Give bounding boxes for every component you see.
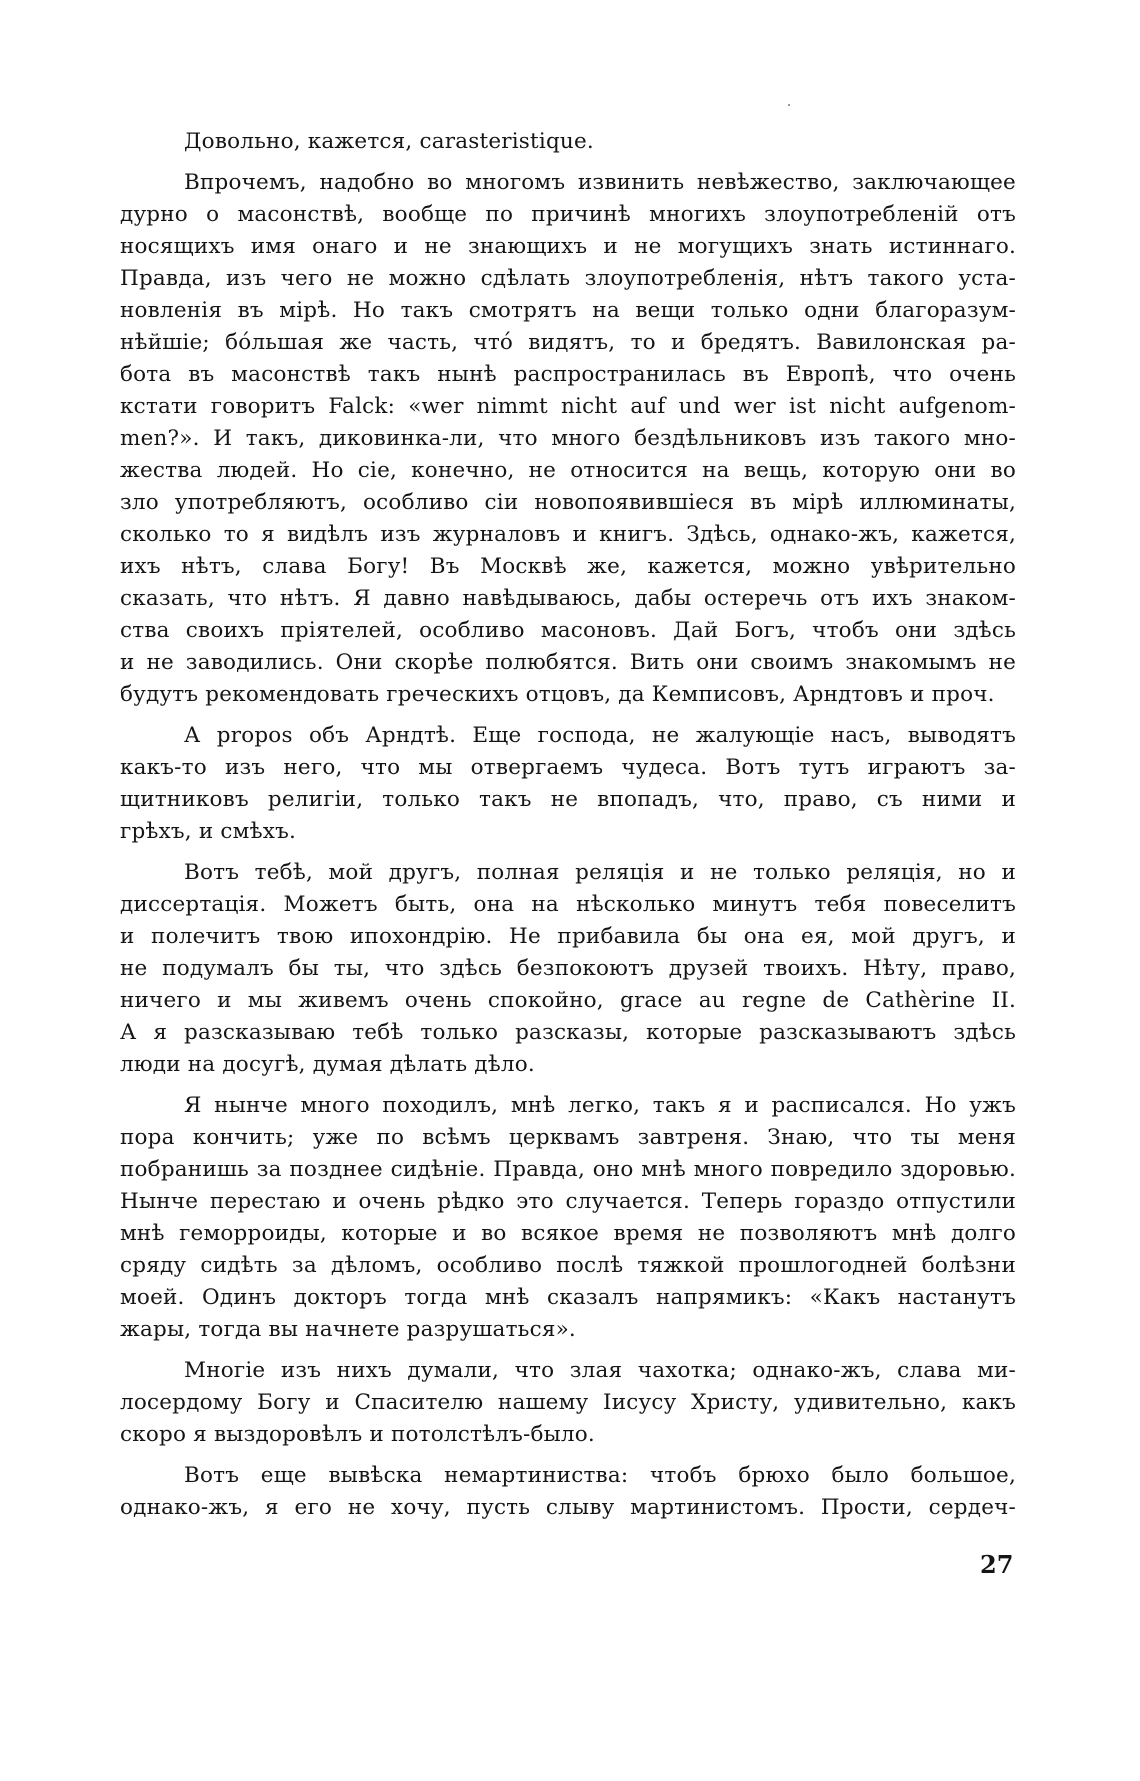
text-line: однако-жъ, я его не хочу, пусть слыву мартинистомъ. Прости, сердеч- <box>120 1495 1016 1520</box>
text-line: пора кончить; уже по всѣмъ церквамъ завтреня. Знаю, что ты меня <box>120 1125 1016 1150</box>
text-line: Многіе изъ нихъ думали, что злая чахотка; однако-жъ, слава ми- <box>184 1358 1016 1383</box>
text-line: Вотъ еще вывѣска немартиниства: чтобъ брюхо было большое, <box>184 1463 1016 1488</box>
text-line: моей. Одинъ докторъ тогда мнѣ сказалъ напрямикъ: «Какъ настанутъ <box>120 1285 1016 1310</box>
paragraph <box>120 1355 1016 1451</box>
text-line: нѣйшіе; бо́льшая же часть, что́ видятъ, то и бредятъ. Вавилонская ра- <box>120 330 1016 355</box>
text-line: ихъ нѣтъ, слава Богу! Въ Москвѣ же, кажется, можно увѣрительно <box>120 554 1016 579</box>
text-line: какъ-то изъ него, что мы отвергаемъ чудеса. Вотъ тутъ играютъ за- <box>120 755 1016 780</box>
paragraph <box>120 1090 1016 1346</box>
text-line: ства своихъ пріятелей, особливо масоновъ. Дай Богъ, чтобъ они здѣсь <box>120 618 1016 643</box>
text-line: Впрочемъ, надобно во многомъ извинить невѣжество, заключающее <box>184 170 1016 195</box>
text-line: носящихъ имя онаго и не знающихъ и не могущихъ знать истиннаго. <box>120 234 1016 259</box>
text-line: Вотъ тебѣ, мой другъ, полная реляція и не только реляція, но и <box>184 860 1016 885</box>
text-line: скоро я выздоровѣлъ и потолстѣлъ-было. <box>120 1422 595 1447</box>
text-line: не подумалъ бы ты, что здѣсь безпокоютъ друзей твоихъ. Нѣту, право, <box>120 956 1016 981</box>
text-line: мнѣ геморроиды, которые и во всякое время не позволяютъ мнѣ долго <box>120 1221 1016 1246</box>
text-line: men?». И такъ, диковинка-ли, что много бездѣльниковъ изъ такого мно- <box>120 426 1016 451</box>
paragraph <box>120 1460 1016 1524</box>
text-line: Довольно, кажется, carasteristique. <box>184 129 594 154</box>
paragraph <box>120 857 1016 1081</box>
text-line: А propos объ Арндтѣ. Еще господа, не жалующіе насъ, выводятъ <box>184 723 1016 748</box>
paragraph <box>120 126 1016 158</box>
print-speck <box>788 104 790 106</box>
text-line: Я нынче много походилъ, мнѣ легко, такъ я и расписался. Но ужъ <box>184 1093 1016 1118</box>
text-line: сказать, что нѣтъ. Я давно навѣдываюсь, дабы остеречь отъ ихъ знаком- <box>120 586 1016 611</box>
page-number: 27 <box>980 1550 1014 1579</box>
text-line: лосердому Богу и Спасителю нашему Іисусу Христу, удивительно, какъ <box>120 1390 1016 1415</box>
text-line: ничего и мы живемъ очень спокойно, grace au regne de Cathèrine II. <box>120 988 1016 1013</box>
text-line: и не заводились. Они скорѣе полюбятся. Вить они своимъ знакомымъ не <box>120 650 1016 675</box>
text-line: будутъ рекомендовать греческихъ отцовъ, да Кемписовъ, Арндтовъ и проч. <box>120 682 995 707</box>
text-line: грѣхъ, и смѣхъ. <box>120 819 296 844</box>
text-line: сряду сидѣть за дѣломъ, особливо послѣ тяжкой прошлогодней болѣзни <box>120 1253 1016 1278</box>
text-line: бота въ масонствѣ такъ нынѣ распространилась въ Европѣ, что очень <box>120 362 1016 387</box>
text-line: новленія въ мірѣ. Но такъ смотрятъ на вещи только одни благоразум- <box>120 298 1016 323</box>
text-line: А я разсказываю тебѣ только разсказы, которые разсказываютъ здѣсь <box>120 1020 1016 1045</box>
text-line: кстати говоритъ Falck: «wer nimmt nicht auf und wer ist nicht aufgenom- <box>120 394 1016 419</box>
text-line: Нынче перестаю и очень рѣдко это случается. Теперь гораздо отпустили <box>120 1189 1016 1214</box>
text-line: сколько то я видѣлъ изъ журналовъ и книгъ. Здѣсь, однако-жъ, кажется, <box>120 522 1016 547</box>
text-line: побранишь за позднее сидѣніе. Правда, оно мнѣ много повредило здоровью. <box>120 1157 1016 1182</box>
text-line: жары, тогда вы начнете разрушаться». <box>120 1317 576 1342</box>
text-line: люди на досугѣ, думая дѣлать дѣло. <box>120 1052 535 1077</box>
text-line: диссертація. Можетъ быть, она на нѣсколько минутъ тебя повеселитъ <box>120 892 1016 917</box>
text-line: жества людей. Но сіе, конечно, не относится на вещь, которую они во <box>120 458 1016 483</box>
text-line: дурно о масонствѣ, вообще по причинѣ многихъ злоупотребленій отъ <box>120 202 1016 227</box>
text-line: щитниковъ религіи, только такъ не впопадъ, что, право, съ ними и <box>120 787 1016 812</box>
text-line: Правда, изъ чего не можно сдѣлать злоупотребленія, нѣтъ такого уста- <box>120 266 1016 291</box>
page-body-text <box>120 126 1016 1524</box>
text-line: и полечитъ твою ипохондрію. Не прибавила бы она ея, мой другъ, и <box>120 924 1016 949</box>
paragraph <box>120 720 1016 848</box>
text-line: зло употребляютъ, особливо сіи новопоявившіеся въ мірѣ иллюминаты, <box>120 490 1016 515</box>
paragraph <box>120 167 1016 711</box>
